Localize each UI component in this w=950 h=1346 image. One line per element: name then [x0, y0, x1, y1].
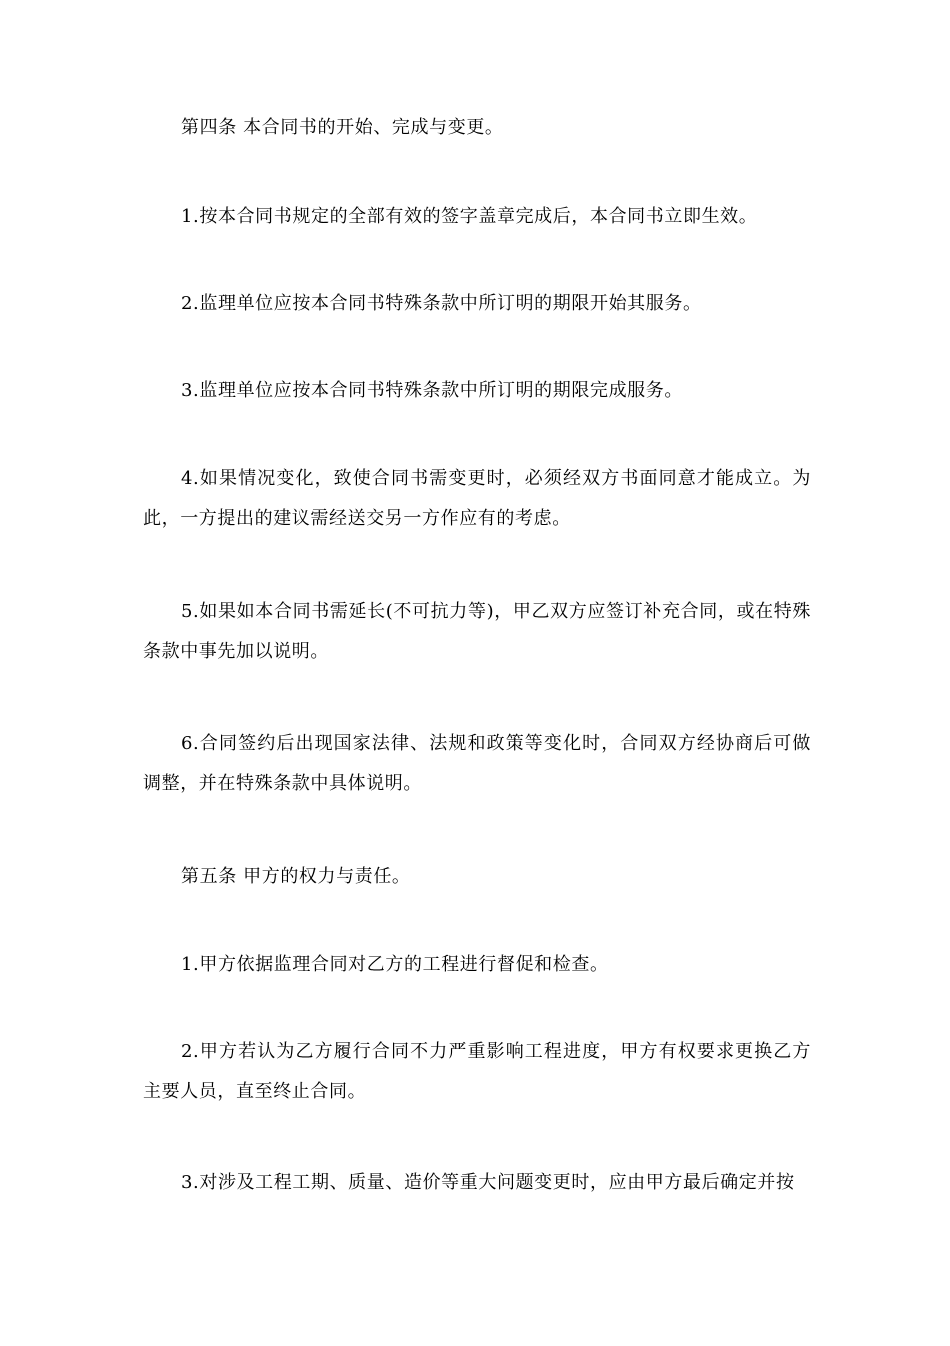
article-5-heading: 第五条 甲方的权力与责任。 [181, 866, 411, 887]
article-5-item-2: 2.甲方若认为乙方履行合同不力严重影响工程进度，甲方有权要求更换乙方主要人员，直至终止合同。 [143, 1041, 811, 1102]
article-4-heading: 第四条 本合同书的开始、完成与变更。 [181, 117, 504, 138]
article-4-item-4: 4.如果情况变化，致使合同书需变更时，必须经双方书面同意才能成立。为此，一方提出的建议需经送交另一方作应有的考虑。 [143, 468, 811, 529]
article-4-item-2: 2.监理单位应按本合同书特殊条款中所订明的期限开始其服务。 [181, 293, 702, 314]
article-5-item-3: 3.对涉及工程工期、质量、造价等重大问题变更时，应由甲方最后确定并按 [181, 1172, 795, 1193]
article-4-item-5: 5.如果如本合同书需延长(不可抗力等)，甲乙双方应签订补充合同，或在特殊条款中事先加以说明。 [143, 601, 811, 662]
article-5-item-1: 1.甲方依据监理合同对乙方的工程进行督促和检查。 [181, 954, 609, 975]
article-4-item-1: 1.按本合同书规定的全部有效的签字盖章完成后，本合同书立即生效。 [181, 206, 758, 227]
article-4-item-6: 6.合同签约后出现国家法律、法规和政策等变化时，合同双方经协商后可做调整，并在特殊条款中具体说明。 [143, 733, 811, 794]
article-4-item-3: 3.监理单位应按本合同书特殊条款中所订明的期限完成服务。 [181, 380, 683, 401]
